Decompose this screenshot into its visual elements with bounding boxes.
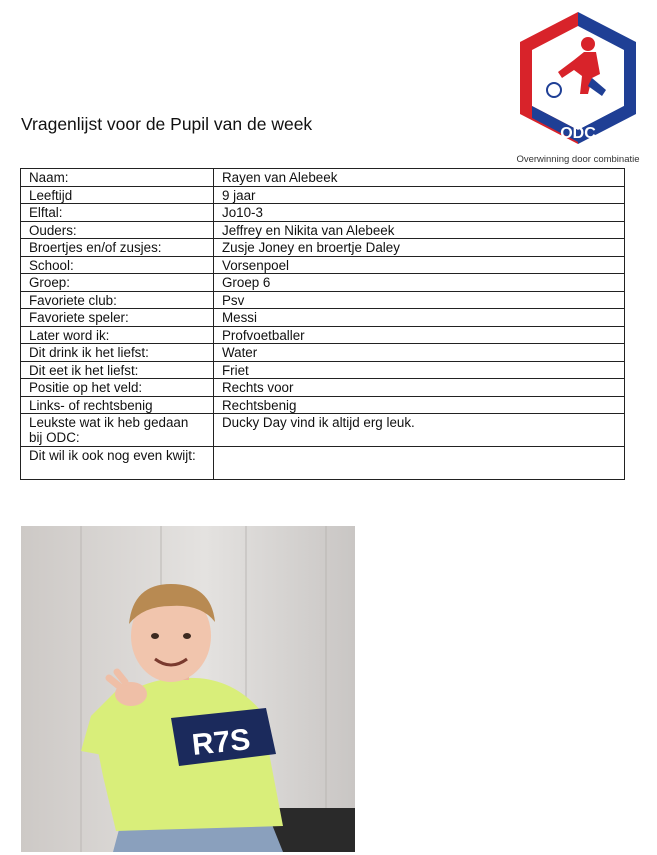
table-row [21, 326, 625, 344]
row-label: Leeftijd [21, 186, 214, 204]
row-label: Favoriete speler: [21, 309, 214, 327]
row-label: Dit wil ik ook nog even kwijt: [21, 447, 214, 480]
row-label: Dit eet ik het liefst: [21, 361, 214, 379]
row-label: Broertjes en/of zusjes: [21, 239, 214, 257]
row-label: Links- of rechtsbenig [21, 396, 214, 414]
row-value: Jeffrey en Nikita van Alebeek [214, 221, 625, 239]
table-row [21, 414, 625, 447]
row-value: Psv [214, 291, 625, 309]
row-value: Groep 6 [214, 274, 625, 292]
logo-text: ODC [560, 125, 596, 142]
pupil-photo [21, 526, 355, 852]
row-value: Water [214, 344, 625, 362]
row-value: Friet [214, 361, 625, 379]
row-label: School: [21, 256, 214, 274]
row-label: Positie op het veld: [21, 379, 214, 397]
row-label: Leukste wat ik heb gedaan bij ODC: [21, 414, 214, 447]
row-label: Ouders: [21, 221, 214, 239]
row-value: Profvoetballer [214, 326, 625, 344]
table-row [21, 309, 625, 327]
row-value: Zusje Joney en broertje Daley [214, 239, 625, 257]
row-value: Ducky Day vind ik altijd erg leuk. [214, 414, 625, 447]
row-label: Dit drink ik het liefst: [21, 344, 214, 362]
document-title: Vragenlijst voor de Pupil van de week [21, 114, 313, 134]
row-value: Vorsenpoel [214, 256, 625, 274]
questionnaire-table [20, 168, 625, 480]
row-label: Elftal: [21, 204, 214, 222]
row-value: Messi [214, 309, 625, 327]
row-value: 9 jaar [214, 186, 625, 204]
table-row [21, 379, 625, 397]
table-row [21, 186, 625, 204]
row-label: Favoriete club: [21, 291, 214, 309]
logo-tagline: Overwinning door combinatie [516, 154, 640, 165]
row-value: Rechts voor [214, 379, 625, 397]
row-value: Jo10-3 [214, 204, 625, 222]
row-value [214, 447, 625, 480]
odc-logo [508, 8, 648, 168]
table-row [21, 221, 625, 239]
table-row [21, 274, 625, 292]
table-row [21, 291, 625, 309]
table-row [21, 396, 625, 414]
row-label: Naam: [21, 169, 214, 187]
sweater-print: R7S [190, 723, 252, 762]
table-row [21, 361, 625, 379]
table-row [21, 447, 625, 480]
row-label: Later word ik: [21, 326, 214, 344]
table-row [21, 256, 625, 274]
table-row [21, 239, 625, 257]
row-value: Rechtsbenig [214, 396, 625, 414]
row-label: Groep: [21, 274, 214, 292]
table-row [21, 204, 625, 222]
table-row [21, 169, 625, 187]
table-row [21, 344, 625, 362]
row-value: Rayen van Alebeek [214, 169, 625, 187]
